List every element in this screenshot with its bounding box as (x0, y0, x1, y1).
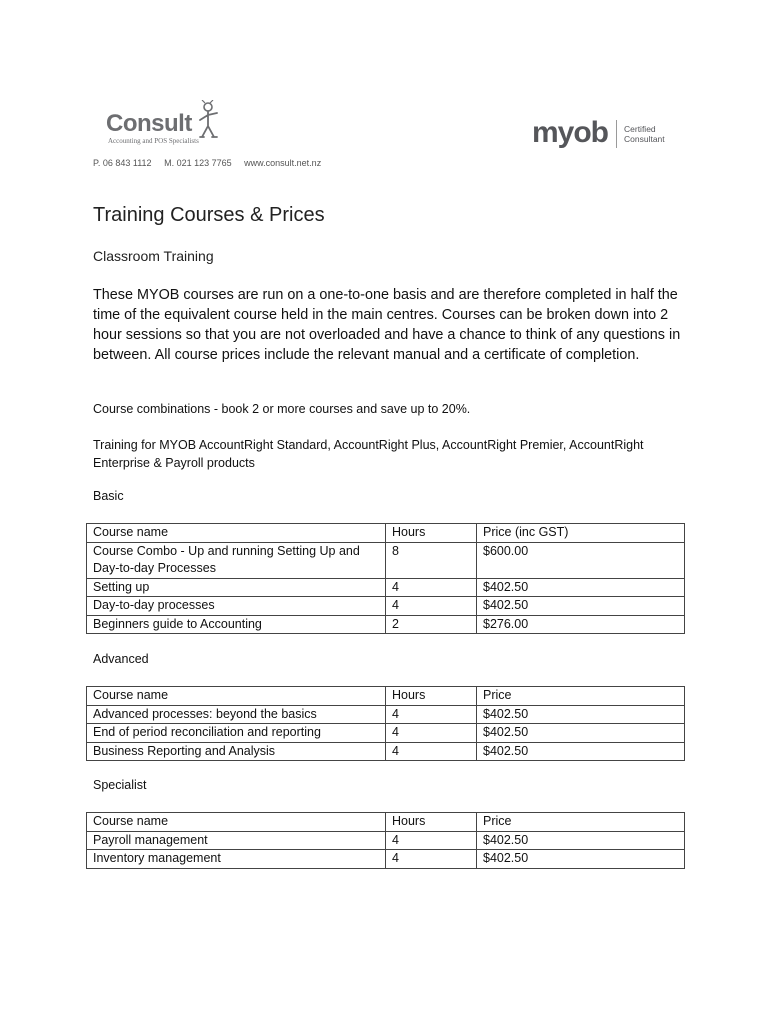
column-header-price: Price (inc GST) (477, 524, 685, 543)
table-row (87, 597, 685, 616)
consultant-figure-icon (196, 100, 222, 140)
column-header-hours: Hours (386, 813, 477, 832)
column-header-course-name: Course name (87, 524, 386, 543)
hours-cell: 4 (386, 850, 477, 869)
hours-cell: 2 (386, 615, 477, 634)
column-header-hours: Hours (386, 524, 477, 543)
table-row (87, 831, 685, 850)
price-cell: $402.50 (477, 597, 685, 616)
column-header-course-name: Course name (87, 687, 386, 706)
course-name-cell: Payroll management (87, 831, 386, 850)
hours-cell: 8 (386, 542, 477, 578)
price-cell: $402.50 (477, 705, 685, 724)
advanced-section-label: Advanced (93, 652, 149, 666)
table-header-row (87, 687, 685, 706)
myob-cert-line2: Consultant (624, 134, 665, 144)
myob-logo-word: myob (532, 116, 609, 149)
price-cell: $276.00 (477, 615, 685, 634)
course-name-cell: Advanced processes: beyond the basics (87, 705, 386, 724)
column-header-price: Price (477, 813, 685, 832)
mobile-number: M. 021 123 7765 (164, 158, 232, 168)
intro-paragraph: These MYOB courses are run on a one-to-one basis and are therefore completed in half the time of the equivalent course held in the main centres. Courses can be broken down into 2 hour sessions so that you are not overloaded and have a chance to think of any questions in between. All course prices include the relevant manual and a certificate of completion. (93, 287, 681, 363)
myob-certified-label (624, 124, 665, 144)
myob-logo-divider (616, 120, 617, 148)
column-header-price: Price (477, 687, 685, 706)
advanced-courses-table (86, 686, 685, 761)
column-header-course-name: Course name (87, 813, 386, 832)
course-name-cell: Course Combo - Up and running Setting Up and Day-to-day Processes (87, 542, 386, 578)
hours-cell: 4 (386, 597, 477, 616)
course-name-cell: Inventory management (87, 850, 386, 869)
table-row (87, 578, 685, 597)
table-header-row (87, 813, 685, 832)
myob-cert-line1: Certified (624, 124, 656, 134)
hours-cell: 4 (386, 724, 477, 743)
basic-courses-table (86, 523, 685, 634)
training-for-note: Training for MYOB AccountRight Standard, AccountRight Plus, AccountRight Premier, AccountRight Enterprise & Payroll products (93, 438, 644, 470)
price-cell: $402.50 (477, 831, 685, 850)
course-name-cell: End of period reconciliation and reporting (87, 724, 386, 743)
phone-number: P. 06 843 1112 (93, 158, 152, 168)
basic-section-label: Basic (93, 489, 124, 503)
hours-cell: 4 (386, 578, 477, 597)
price-cell: $402.50 (477, 850, 685, 869)
consult-logo-tagline: Accounting and POS Specialists (108, 137, 199, 145)
table-row (87, 742, 685, 761)
column-header-hours: Hours (386, 687, 477, 706)
table-row (87, 850, 685, 869)
hours-cell: 4 (386, 742, 477, 761)
price-cell: $402.50 (477, 742, 685, 761)
combinations-note: Course combinations - book 2 or more courses and save up to 20%. (93, 402, 471, 416)
consult-logo-word: Consult (106, 110, 192, 137)
page-subtitle: Classroom Training (93, 248, 214, 264)
table-row (87, 615, 685, 634)
contact-line (93, 158, 331, 168)
course-name-cell: Setting up (87, 578, 386, 597)
hours-cell: 4 (386, 705, 477, 724)
price-cell: $402.50 (477, 724, 685, 743)
table-row (87, 724, 685, 743)
consult-logo (106, 100, 226, 148)
myob-certified-logo (532, 116, 672, 152)
specialist-section-label: Specialist (93, 778, 147, 792)
hours-cell: 4 (386, 831, 477, 850)
price-cell: $600.00 (477, 542, 685, 578)
course-name-cell: Business Reporting and Analysis (87, 742, 386, 761)
course-name-cell: Day-to-day processes (87, 597, 386, 616)
table-row (87, 705, 685, 724)
price-cell: $402.50 (477, 578, 685, 597)
table-row (87, 542, 685, 578)
course-name-cell: Beginners guide to Accounting (87, 615, 386, 634)
specialist-courses-table (86, 812, 685, 869)
table-header-row (87, 524, 685, 543)
page-title: Training Courses & Prices (93, 204, 325, 226)
website-link[interactable]: www.consult.net.nz (244, 158, 322, 168)
